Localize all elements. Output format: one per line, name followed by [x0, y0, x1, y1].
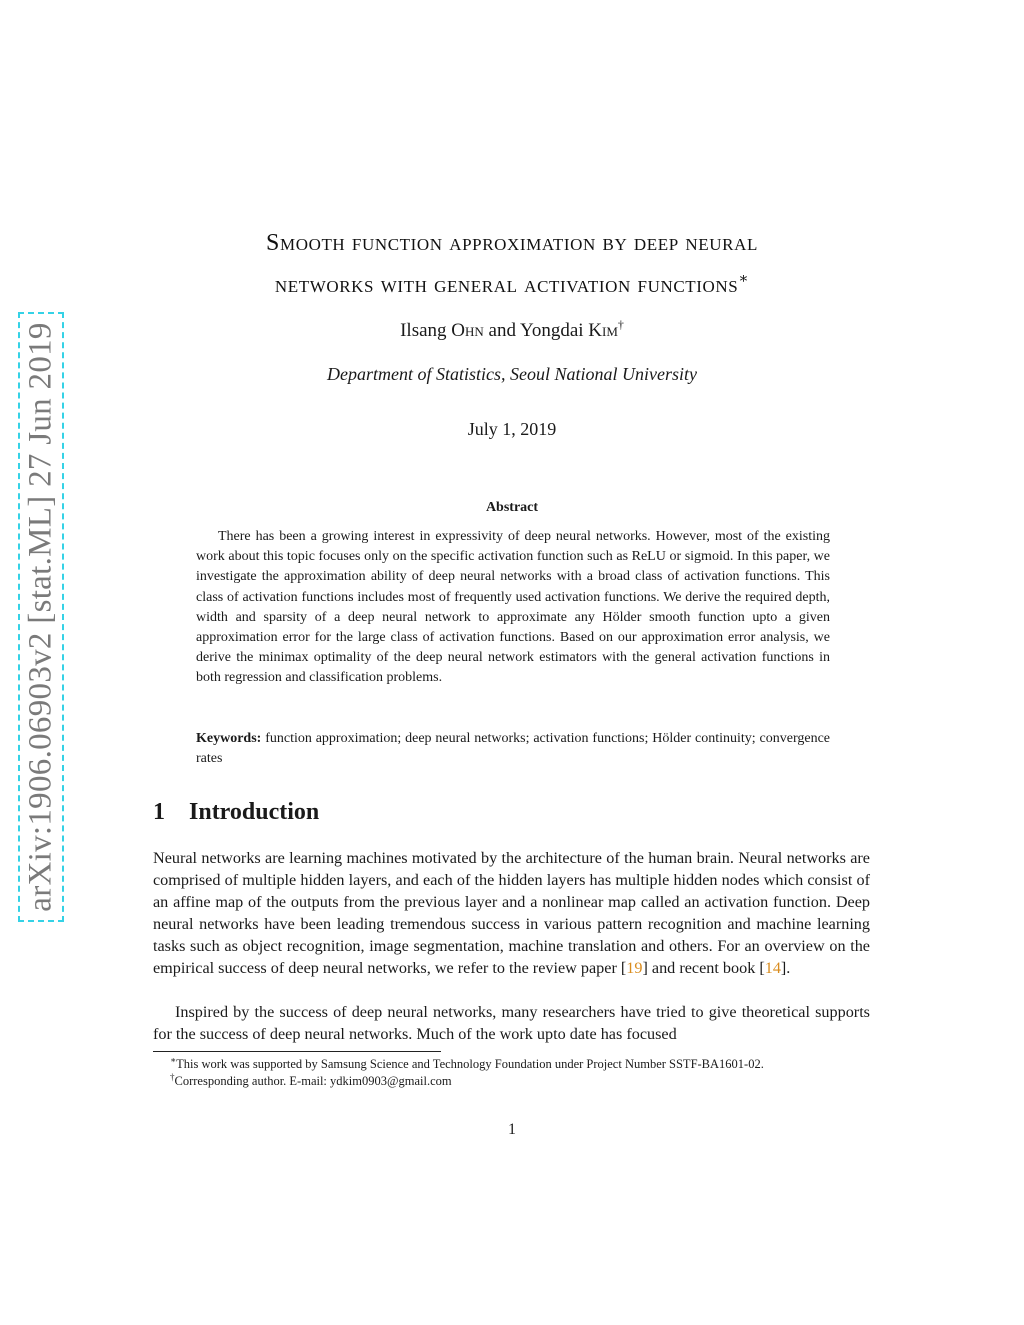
author-2-mark: † — [617, 317, 624, 332]
date: July 1, 2019 — [467, 419, 557, 439]
keywords-text: function approximation; deep neural networks; activation functions; Hölder continuity; convergence rates — [196, 731, 831, 767]
footnote-2-text: Corresponding author. E-mail: ydkim0903@gmail.com — [174, 1074, 452, 1088]
page-number: 1 — [508, 1121, 516, 1138]
section-heading — [153, 799, 319, 826]
title-line-1: Smooth function approximation by deep neural — [266, 230, 758, 256]
intro-paragraph-2: Inspired by the success of deep neural networks, many researchers have tried to give theoretical supports for the success of deep neural networks. Much of the work upto date has focused — [153, 1003, 870, 1043]
abstract-text: There has been a growing interest in expressivity of deep neural networks. However, most of the existing work about this topic focuses only on the specific activation function such as ReLU or sigmoid. In this paper, we investigate the approximation ability of deep neural networks with a broad class of activation functions. This class of activation functions includes most of frequently used activation functions. We derive the required depth, width and sparsity of a deep neural network to approximate any Hölder smooth function upto a given approximation error for the large class of activation functions. Based on our approximation error analysis, we derive the minimax optimality of the deep neural network estimators with the general activation functions in both regression and classification problems. — [196, 529, 830, 686]
author-1-given: Ilsang — [400, 320, 447, 341]
footnotes — [170, 1056, 870, 1090]
arxiv-id: arXiv:1906.06903v2 [stat.ML] 27 Jun 2019 — [22, 322, 59, 912]
footnote-1-mark: ∗ — [170, 1054, 177, 1065]
keywords-label: Keywords: — [196, 731, 262, 746]
paper-title — [120, 222, 904, 306]
citation-link-14[interactable]: 14 — [764, 959, 781, 977]
abstract-heading: Abstract — [485, 500, 539, 515]
section-title: Introduction — [189, 799, 320, 825]
title-footnote-mark: ∗ — [738, 271, 750, 287]
footnote-2-mark: † — [170, 1071, 175, 1082]
arxiv-stamp — [18, 312, 64, 922]
footnote-1-text: This work was supported by Samsung Science and Technology Foundation under Project Number SSTF-BA1601-02. — [176, 1057, 764, 1071]
author-2-given: Yongdai — [520, 320, 584, 341]
author-conjunction: and — [488, 320, 516, 341]
citation-link-19[interactable]: 19 — [626, 959, 643, 977]
footnote-2 — [170, 1073, 870, 1090]
footnote-rule — [153, 1051, 441, 1052]
title-line-2 — [120, 264, 904, 306]
affiliation: Department of Statistics, Seoul National University — [327, 364, 697, 384]
intro-p1-part-b: ] and recent book [ — [642, 959, 765, 977]
intro-paragraph-1 — [153, 847, 870, 979]
author-1-family: Ohn — [451, 320, 484, 341]
footnote-1 — [170, 1056, 870, 1073]
author-2-family: Kim — [588, 320, 618, 341]
title-line-2-text: networks with general activation functions — [274, 272, 739, 298]
authors — [120, 317, 904, 342]
section-number: 1 — [153, 799, 165, 825]
intro-p1-part-a: Neural networks are learning machines motivated by the architecture of the human brain. Neural networks are comprised of multiple hidden layers, and each of the hidden layers has multiple hidden nodes which consist of an affine map of the outputs from the previous layer and a nonlinear map called an activation function. Deep neural networks have been leading tremendous success in various pattern recognition and machine learning tasks such as object recognition, image segmentation, machine translation and others. For an overview on the empirical success of deep neural networks, we refer to the review paper [ — [153, 849, 870, 977]
intro-p1-part-c: ]. — [780, 959, 791, 977]
keywords — [196, 729, 830, 769]
